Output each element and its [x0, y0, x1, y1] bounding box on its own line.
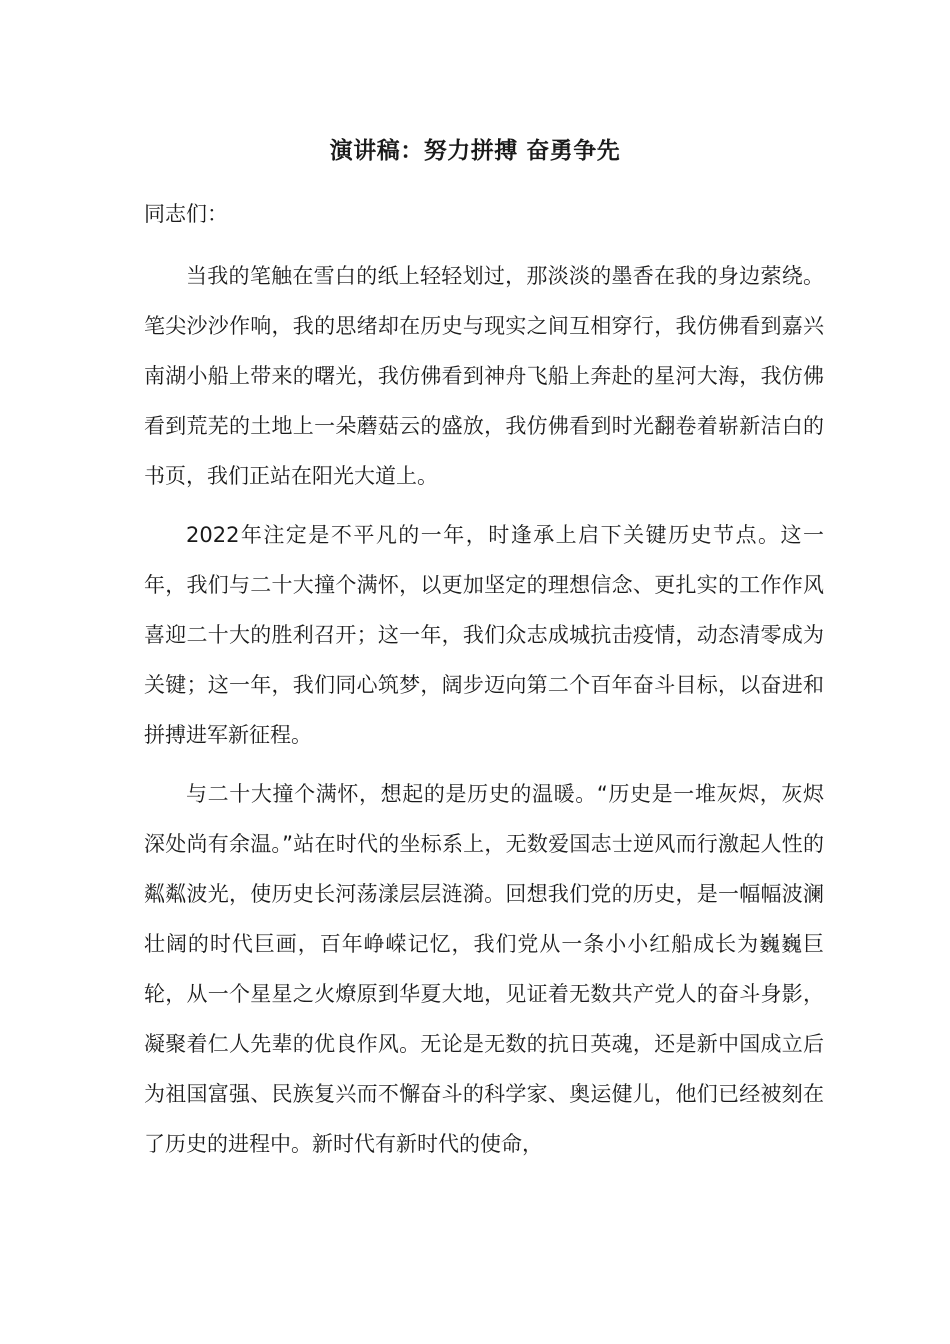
- page-title: 演讲稿：努力拼搏 奋勇争先: [329, 138, 621, 164]
- paragraph-3: 与二十大撞个满怀，想起的是历史的温暖。“历史是一堆灰烬，灰烬深处尚有余温。”站在时代的坐标系上，无数爱国志士逆风而行激起人性的粼粼波光，使历史长河荡漾层层涟漪。回想我们党的历史，是一幅幅波澜壮阔的时代巨画，百年峥嵘记忆，我们党从一条小小红船成长为巍巍巨轮，从一个星星之火燎原到华夏大地，见证着无数共产党人的奋斗身影，凝聚着仁人先辈的优良作风。无论是无数的抗日英魂，还是新中国成立后为祖国富强、民族复兴而不懈奋斗的科学家、奥运健儿，他们已经被刻在了历史的进程中。新时代有新时代的使命，: [144, 782, 824, 1156]
- greeting: 同志们：: [144, 202, 228, 226]
- paragraph-2: 2022年注定是不平凡的一年，时逢承上启下关键历史节点。这一年，我们与二十大撞个满怀，以更加坚定的理想信念、更扎实的工作作风喜迎二十大的胜利召开；这一年，我们众志成城抗击疫情，动态清零成为关键；这一年，我们同心筑梦，阔步迈向第二个百年奋斗目标，以奋进和拼搏进军新征程。: [144, 523, 824, 747]
- paragraph-1: 当我的笔触在雪白的纸上轻轻划过，那淡淡的墨香在我的身边萦绕。笔尖沙沙作响，我的思绪却在历史与现实之间互相穿行，我仿佛看到嘉兴南湖小船上带来的曙光，我仿佛看到神舟飞船上奔赴的星河大海，我仿佛看到荒芜的土地上一朵蘑菇云的盛放，我仿佛看到时光翻卷着崭新洁白的书页，我们正站在阳光大道上。: [144, 264, 824, 488]
